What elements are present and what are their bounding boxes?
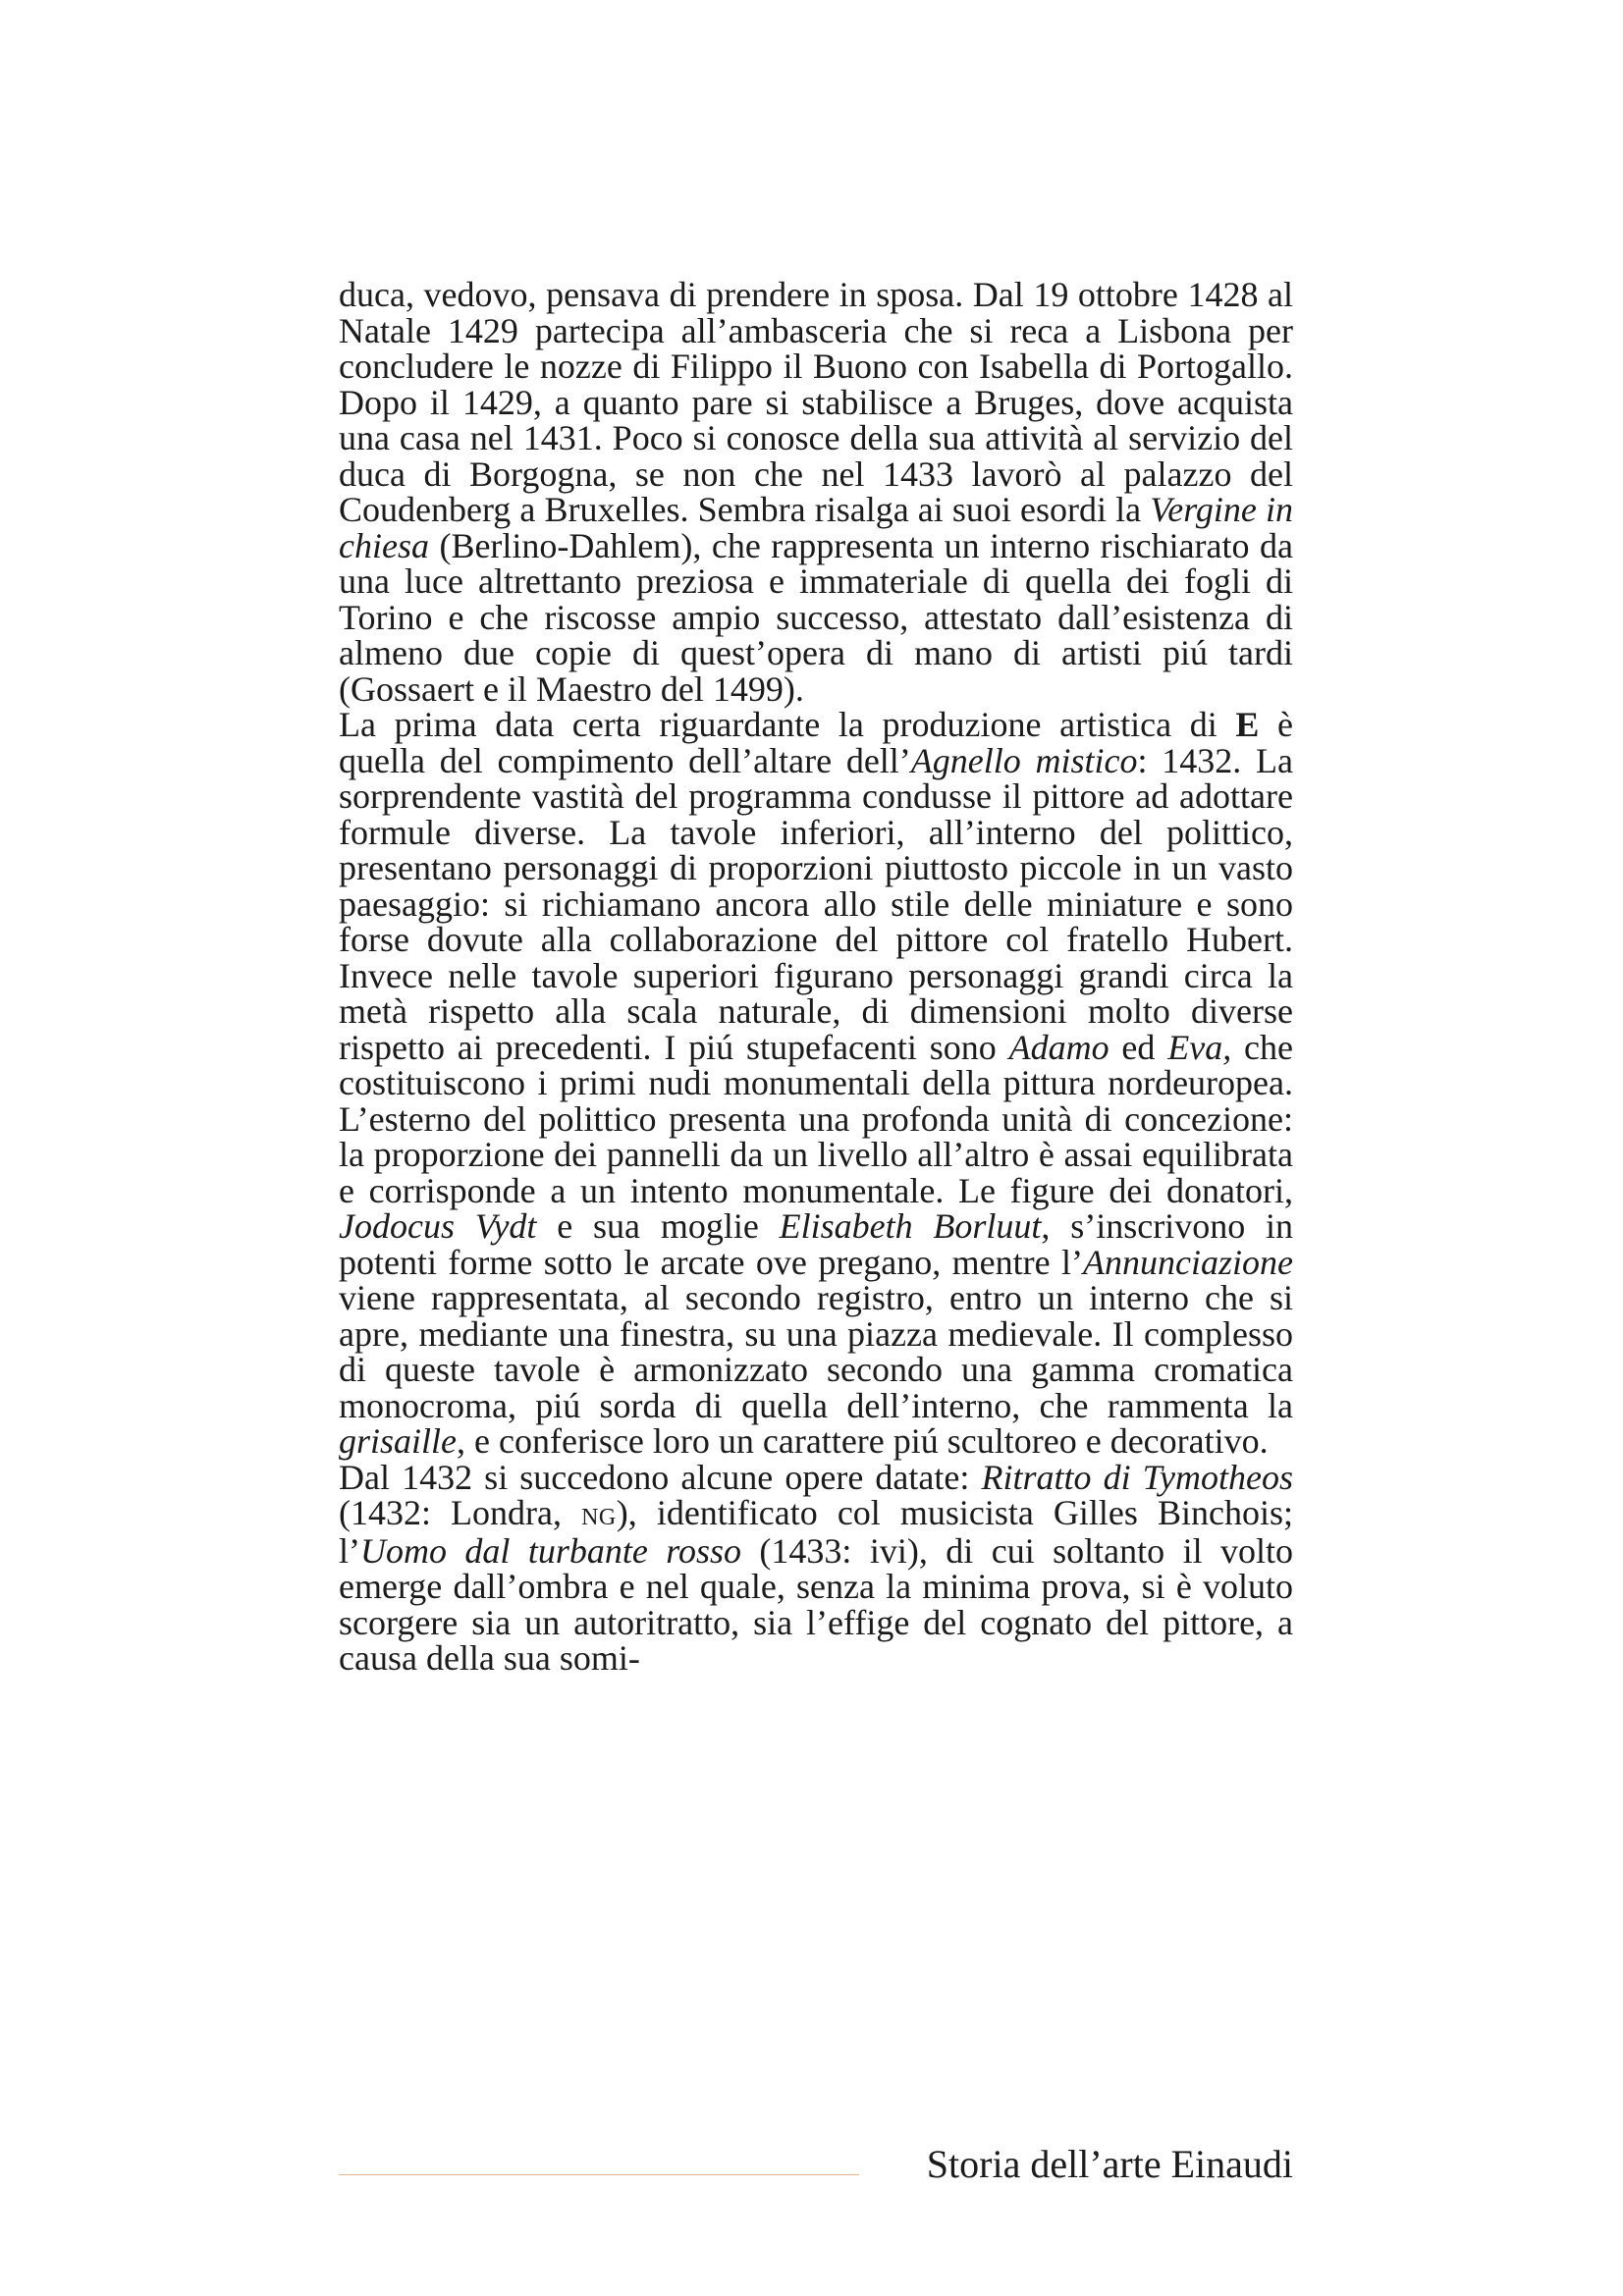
p2-text-6: e sua moglie — [536, 1206, 780, 1246]
p2-italic-grisaille: grisaille — [339, 1421, 458, 1461]
p2-text-9: , e conferisce loro un carattere piú scultoreo e decorativo. — [457, 1421, 1269, 1461]
paragraph-3 — [339, 1457, 1294, 1678]
p1-italic-vergine: Vergine in chiesa — [339, 490, 1293, 565]
paragraph-2 — [339, 707, 1293, 1460]
page-footer — [339, 2140, 1293, 2189]
p2-italic-annunciazione: Annunciazione — [1083, 1242, 1293, 1282]
p2-text-4: ed — [1109, 1027, 1168, 1067]
p2-bold-initial: E — [1235, 705, 1260, 744]
p1-text-2: (Berlino-Dahlem), che rappresenta un interno rischiarato da una luce altrettanto preziosa e immateriale di quella dei fogli di Torino e che riscosse ampio successo, attestato dall’esistenza di almeno due copie di quest’opera di mano di artisti piú tardi (Gossaert e il Maestro del 1499). — [339, 525, 1293, 709]
p2-text-1: La prima data certa riguardante la produzione artistica di — [339, 705, 1236, 744]
body-text — [339, 277, 1293, 1677]
p3-text-4: (1433: ivi), di cui soltanto il volto emerge dall’ombra e nel quale, senza la minima prova, si è voluto scorgere sia un autoritratto, sia l’effige del cognato del pittore, a causa della sua somi- — [339, 1530, 1294, 1678]
p3-italic-uomo: Uomo dal turbante rosso — [360, 1530, 741, 1571]
p1-text-1: duca, vedovo, pensava di prendere in sposa. Dal 19 ottobre 1428 al Natale 1429 partecipa all’ambasceria che si reca a Lisbona per concludere le nozze di Filippo il Buono con Isabella di Portogallo. Dopo il 1429, a quanto pare si stabilisce a Bruges, dove acquista una casa nel 1431. Poco si conosce della sua attività al servizio del duca di Borgogna, se non che nel 1433 lavorò al palazzo del Coudenberg a Bruxelles. Sembra risalga ai suoi esordi la — [339, 275, 1293, 529]
p3-text-3: ), identificato col musicista Gilles Binchois; l’ — [339, 1493, 1293, 1571]
paragraph-1 — [339, 277, 1293, 707]
p2-italic-elisabeth: Elisabeth Borluut — [779, 1206, 1042, 1246]
footer-title: Storia dell’arte Einaudi — [926, 2142, 1293, 2186]
p3-smallcaps-ng: ng — [581, 1496, 617, 1532]
p2-italic-adamo: Adamo — [1008, 1027, 1109, 1067]
p2-text-8: viene rappresentata, al secondo registro, entro un interno che si apre, mediante una finestra, su una piazza medievale. Il complesso di queste tavole è armonizzato secondo una gamma cromatica monocroma, piú sorda di quella dell’interno, che rammenta la — [339, 1278, 1293, 1425]
p2-italic-agnello: Agnello mistico — [910, 740, 1138, 780]
p3-text-1: Dal 1432 si succedono alcune opere datate: — [339, 1457, 982, 1497]
p2-text-7: , s’inscrivono in potenti forme sotto le arcate ove pregano, mentre l’ — [339, 1206, 1293, 1282]
p2-text-3: : 1432. La sorprendente vastità del programma condusse il pittore ad adottare formule diverse. La tavole inferiori, all’interno del polittico, presentano personaggi di proporzioni piuttosto piccole in un vasto paesaggio: si richiamano ancora allo stile delle miniature e sono forse dovute alla collaborazione del pittore col fratello Hubert. Invece nelle tavole superiori figurano personaggi grandi circa la metà rispetto alla scala naturale, di dimensioni molto diverse rispetto ai precedenti. I piú stupefacenti sono — [339, 740, 1293, 1067]
p2-text-5: che costituiscono i primi nudi monumentali della pittura nordeuropea. L’esterno del polittico presenta una profonda unità di concezione: la proporzione dei pannelli da un livello all’altro è assai equilibrata e corrisponde a un intento monumentale. Le figure dei donatori, — [339, 1027, 1293, 1210]
p2-italic-jodocus: Jodocus Vydt — [339, 1206, 537, 1246]
footer-rule — [339, 2174, 859, 2175]
p3-text-2: (1432: Londra, — [339, 1493, 582, 1532]
p3-italic-tymotheos: Ritratto di Tymotheos — [981, 1457, 1293, 1497]
p2-italic-eva: Eva, — [1167, 1027, 1232, 1067]
p2-text-2: è quella del compimento dell’altare dell’ — [339, 705, 1293, 780]
